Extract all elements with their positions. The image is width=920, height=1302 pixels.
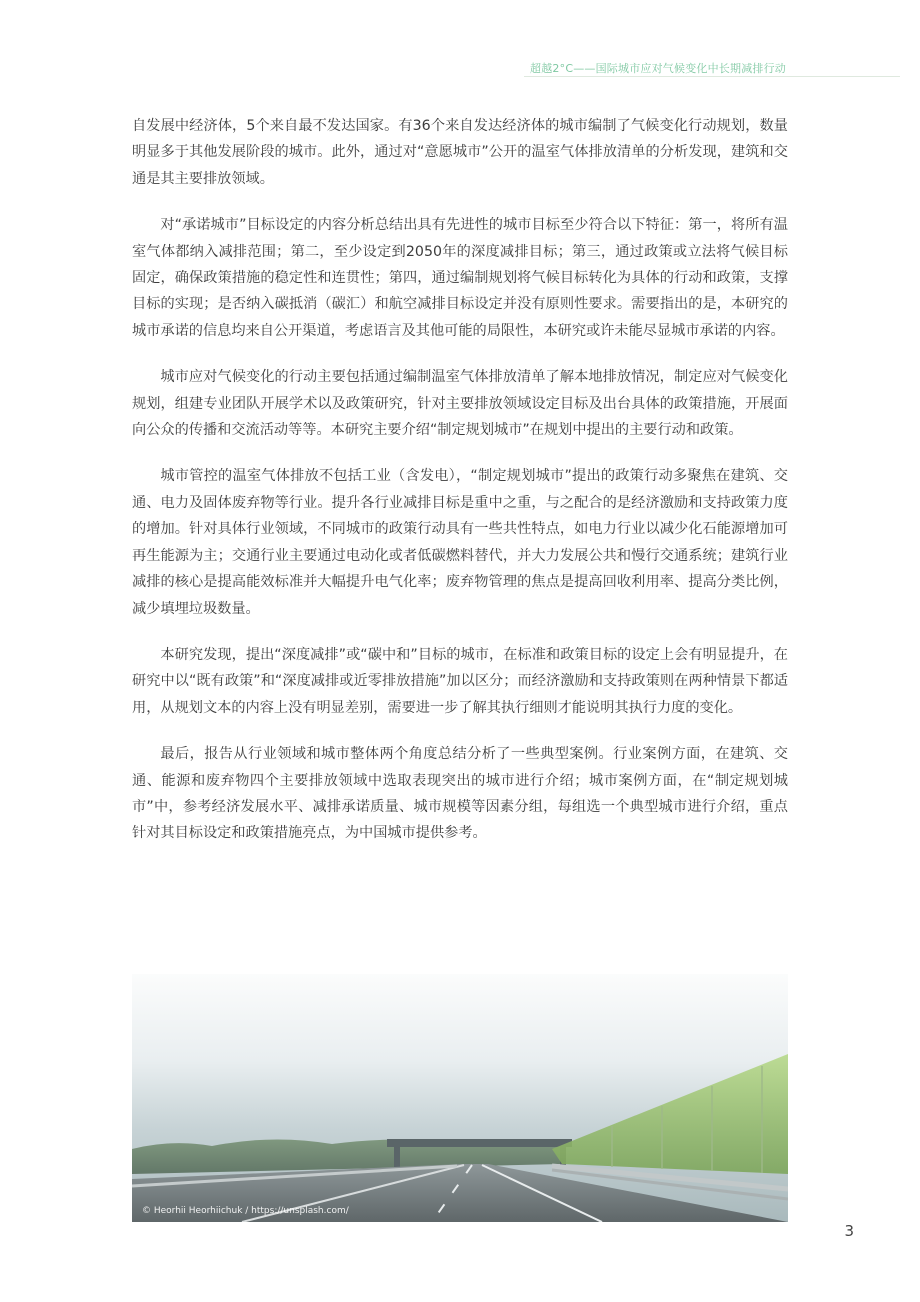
paragraph-6: 最后，报告从行业领域和城市整体两个角度总结分析了一些典型案例。行业案例方面，在建筑、交通、能源和废弃物四个主要排放领域中选取表现突出的城市进行介绍；城市案例方面，在“制定规划城市”中，参考经济发展水平、减排承诺质量、城市规模等因素分组，每组选一个典型城市进行介绍，重点针对其目标设定和政策措施亮点，为中国城市提供参考。 [132, 746, 788, 842]
highway-illustration [132, 974, 788, 1222]
header-rule [524, 76, 900, 77]
paragraph-4: 城市管控的温室气体排放不包括工业（含发电），“制定规划城市”提出的政策行动多聚焦在建筑、交通、电力及固体废弃物等行业。提升各行业减排目标是重中之重，与之配合的是经济激励和支持政策力度的增加。针对具体行业领域，不同城市的政策行动具有一些共性特点，如电力行业以减少化石能源增加可再生能源为主；交通行业主要通过电动化或者低碳燃料替代，并大力发展公共和慢行交通系统；建筑行业减排的核心是提高能效标准并大幅提升电气化率；废弃物管理的焦点是提高回收利用率、提高分类比例，减少填埋垃圾数量。 [132, 468, 788, 617]
highway-photo [132, 974, 788, 1222]
page-number: 3 [844, 1222, 854, 1240]
paragraph-3: 城市应对气候变化的行动主要包括通过编制温室气体排放清单了解本地排放情况，制定应对气候变化规划，组建专业团队开展学术以及政策研究，针对主要排放领域设定目标及出台具体的政策措施，开展面向公众的传播和交流活动等等。本研究主要介绍“制定规划城市”在规划中提出的主要行动和政策。 [132, 369, 788, 439]
paragraph-1: 自发展中经济体，5个来自最不发达国家。有36个来自发达经济体的城市编制了气候变化行动规划，数量明显多于其他发展阶段的城市。此外，通过对“意愿城市”公开的温室气体排放清单的分析发现，建筑和交通是其主要排放领域。 [132, 118, 788, 187]
photo-credit: © Heorhii Heorhiichuk / https://unsplash.com/ [142, 1206, 349, 1216]
paragraph-2: 对“承诺城市”目标设定的内容分析总结出具有先进性的城市目标至少符合以下特征：第一，将所有温室气体都纳入减排范围；第二，至少设定到2050年的深度减排目标；第三，通过政策或立法将气候目标固定，确保政策措施的稳定性和连贯性；第四，通过编制规划将气候目标转化为具体的行动和政策，支撑目标的实现；是否纳入碳抵消（碳汇）和航空减排目标设定并没有原则性要求。需要指出的是，本研究的城市承诺的信息均来自公开渠道，考虑语言及其他可能的局限性，本研究或许未能尽显城市承诺的内容。 [132, 217, 788, 339]
paragraph-5: 本研究发现，提出“深度减排”或“碳中和”目标的城市，在标准和政策目标的设定上会有明显提升，在研究中以“既有政策”和“深度减排或近零排放措施”加以区分；而经济激励和支持政策则在两种情景下都适用，从规划文本的内容上没有明显差别，需要进一步了解其执行细则才能说明其执行力度的变化。 [132, 646, 788, 716]
body-text [132, 113, 788, 867]
running-header: 超越2°C——国际城市应对气候变化中长期减排行动 [530, 62, 786, 75]
